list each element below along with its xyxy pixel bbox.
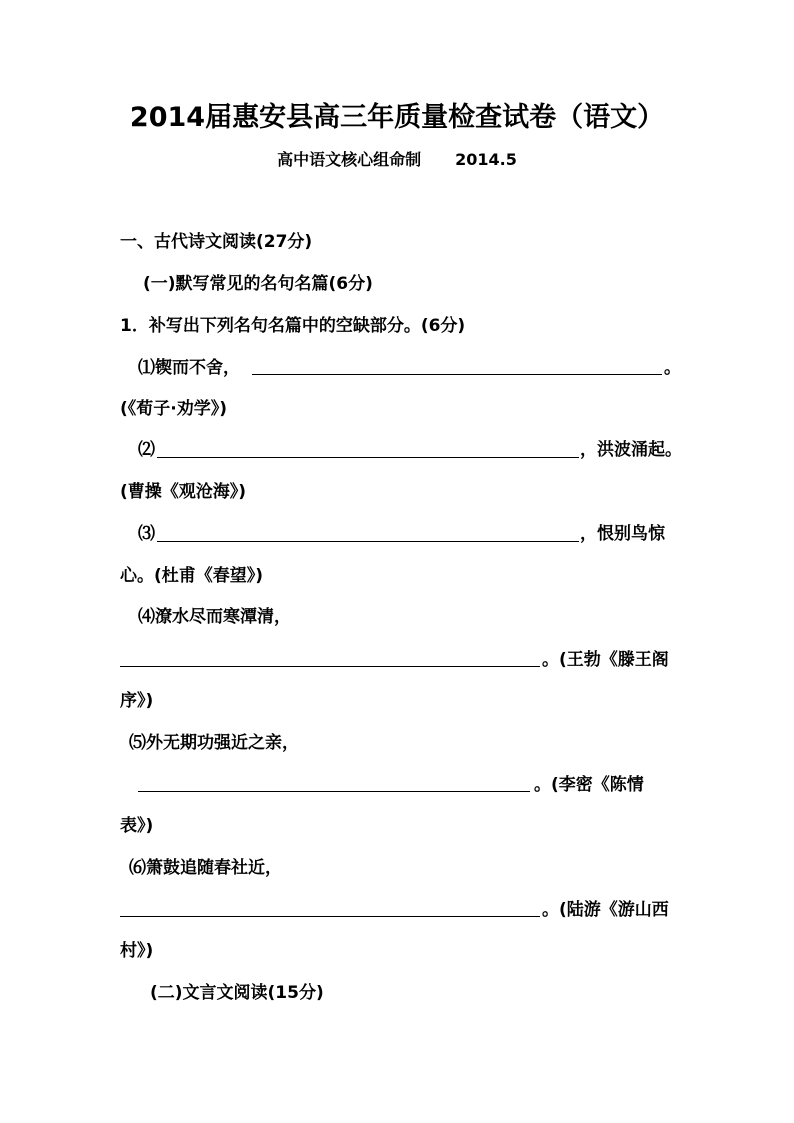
item-3-end: ，恨别鸟惊 xyxy=(580,524,665,544)
subsection-heading-2: (二)文言文阅读(15分) xyxy=(150,983,324,1003)
exam-date: 2014.5 xyxy=(455,150,517,169)
page-title: 2014届惠安县高三年质量检查试卷（语文） xyxy=(129,102,665,133)
item-3-source: 心。(杜甫《春望》) xyxy=(120,566,264,586)
item-4-lead: ⑷潦水尽而寒潭清， xyxy=(138,607,291,627)
item-3-blank[interactable] xyxy=(157,541,579,542)
item-4-blank[interactable] xyxy=(120,666,540,667)
item-2-blank[interactable] xyxy=(157,457,579,458)
author-line: 高中语文核心组命制 xyxy=(277,150,422,169)
section-heading: 一、古代诗文阅读(27分) xyxy=(120,232,313,252)
item-1-lead: ⑴锲而不舍， xyxy=(138,358,240,378)
item-5-lead: ⑸外无期功强近之亲， xyxy=(129,733,299,753)
item-2-end: ，洪波涌起。 xyxy=(580,440,682,460)
item-6-blank[interactable] xyxy=(120,916,540,917)
item-1-source: (《荀子·劝学》) xyxy=(120,399,227,419)
item-6-source: 村》) xyxy=(120,941,154,961)
item-2-lead: ⑵ xyxy=(138,440,155,460)
item-2-source: (曹操《观沧海》) xyxy=(120,482,247,502)
item-6-lead: ⑹箫鼓追随春社近， xyxy=(129,858,282,878)
item-6-end: 。(陆游《游山西 xyxy=(542,900,669,920)
question-title: 1．补写出下列名句名篇中的空缺部分。(6分) xyxy=(120,316,466,336)
item-4-end: 。(王勃《滕王阁 xyxy=(542,650,669,670)
subsection-heading: (一)默写常见的名句名篇(6分) xyxy=(143,274,373,294)
item-5-source: 表》) xyxy=(120,816,154,836)
item-3-lead: ⑶ xyxy=(138,524,155,544)
item-4-source: 序》) xyxy=(120,691,154,711)
item-5-blank[interactable] xyxy=(138,791,530,792)
item-5-end: 。(李密《陈情 xyxy=(534,775,644,795)
subtitle xyxy=(0,149,794,171)
item-1-end: 。 xyxy=(664,358,681,378)
item-1-blank[interactable] xyxy=(252,374,662,375)
